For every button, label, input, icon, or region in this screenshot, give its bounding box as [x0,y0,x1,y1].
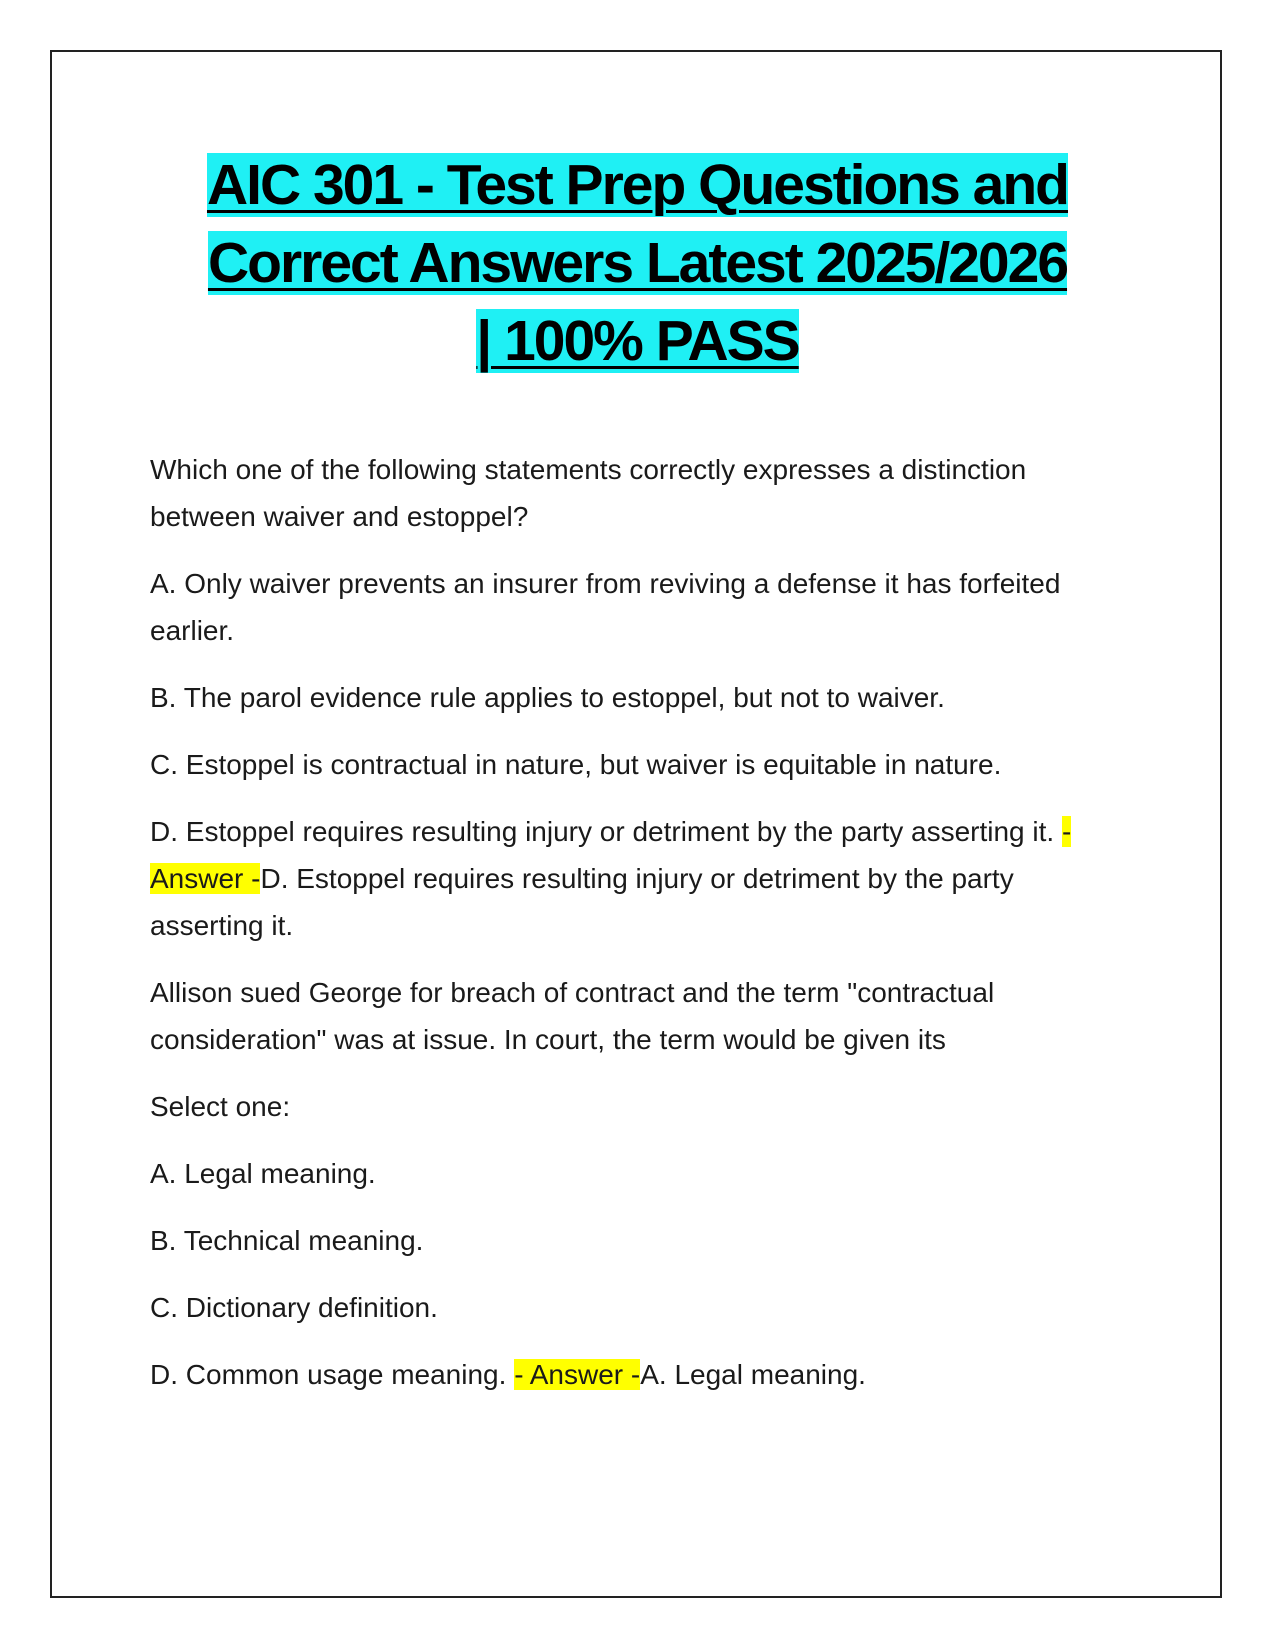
question-2-prompt: Select one: [150,1091,291,1122]
question-2-option-c: C. Dictionary definition. [150,1292,438,1323]
document-body [150,446,1125,1418]
answer-marker: - Answer - [514,1359,641,1390]
answer-marker: - Answer - [150,816,1072,894]
title-line-3: | 100% PASS [476,309,799,373]
question-1-option-b: B. The parol evidence rule applies to estoppel, but not to waiver. [150,682,945,713]
question-1-answer: D. Estoppel requires resulting injury or detriment by the party asserting it. [150,863,1014,941]
question-2-option-d-with-answer [150,1351,1125,1398]
question-1-option-d-with-answer [150,808,1125,949]
title-line-2: Correct Answers Latest 2025/2026 [207,231,1068,295]
question-2-option-d: D. Common usage meaning. [150,1359,515,1390]
question-2-answer: A. Legal meaning. [640,1359,866,1390]
question-1-text: Which one of the following statements correctly expresses a distinction between waiver and estoppel? [150,454,1027,532]
question-2-text: Allison sued George for breach of contract and the term "contractual consideration" was at issue. In court, the term would be given its [150,977,995,1055]
question-2-option-b: B. Technical meaning. [150,1225,424,1256]
question-1-option-a: A. Only waiver prevents an insurer from reviving a defense it has forfeited earlier. [150,568,1061,646]
question-1-option-c: C. Estoppel is contractual in nature, but waiver is equitable in nature. [150,749,1002,780]
document-title [150,146,1125,380]
question-1-option-d: D. Estoppel requires resulting injury or detriment by the party asserting it. [150,816,1062,847]
title-line-1: AIC 301 - Test Prep Questions and [206,153,1068,217]
question-2-option-a: A. Legal meaning. [150,1158,376,1189]
